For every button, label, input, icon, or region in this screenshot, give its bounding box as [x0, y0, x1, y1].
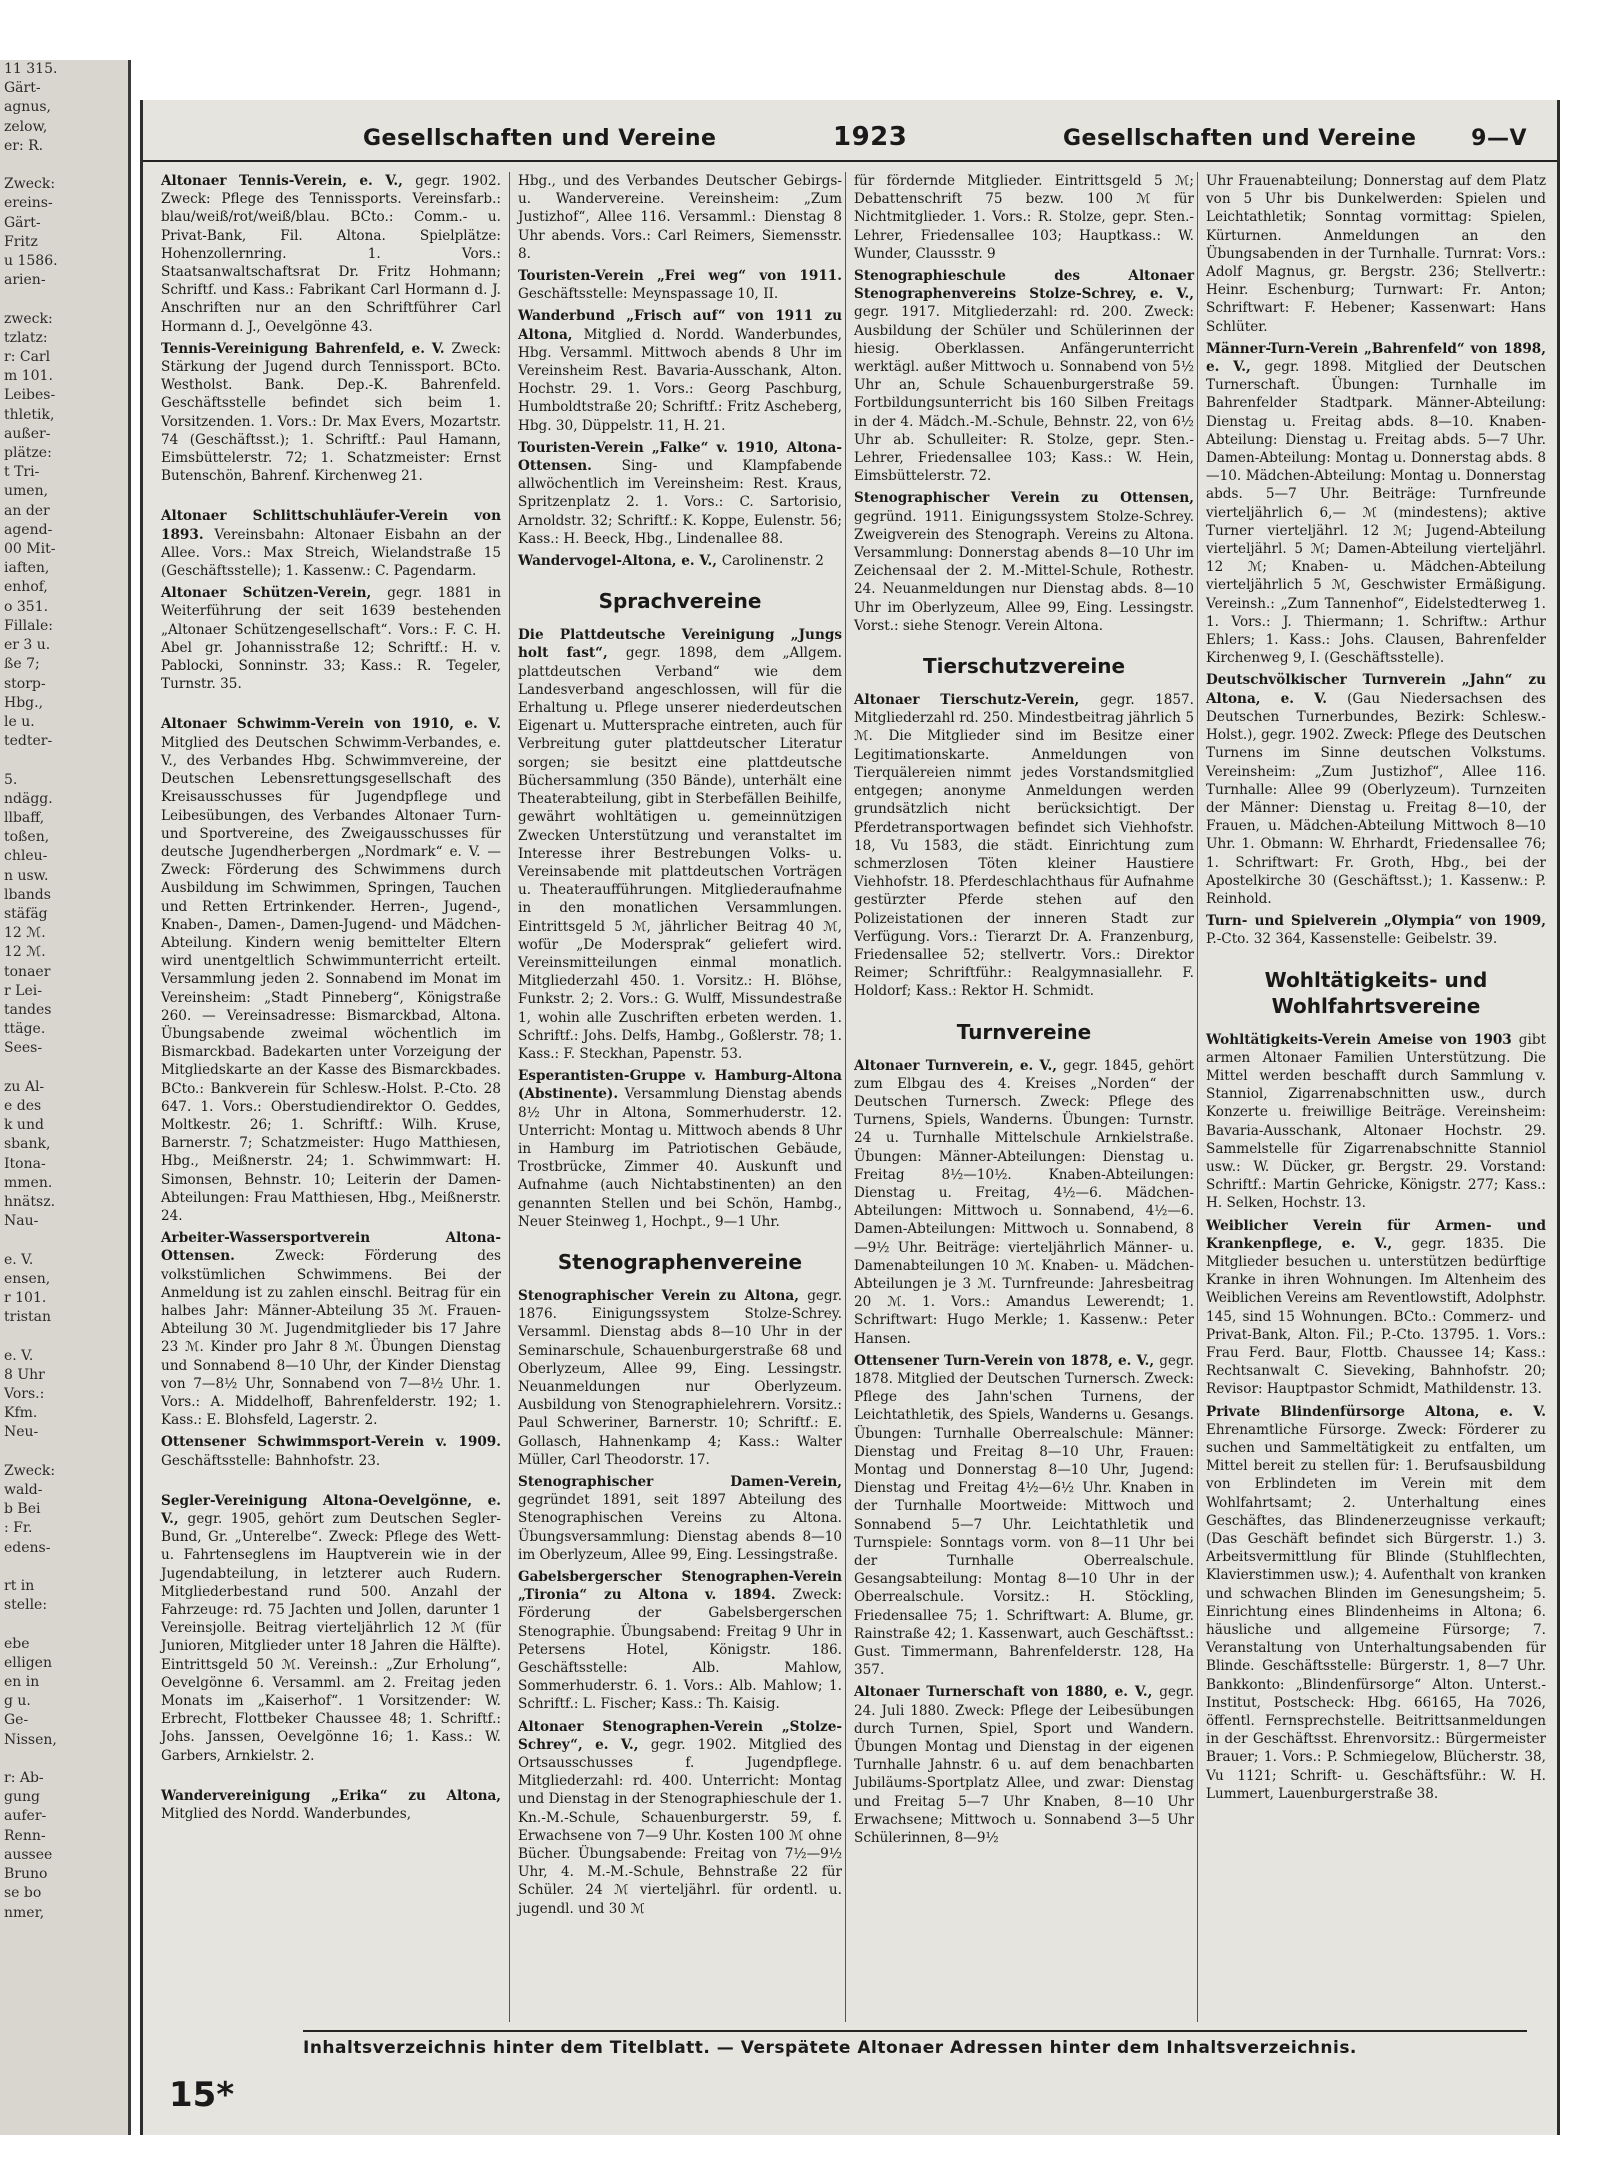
previous-page-fragment: elligen	[4, 1654, 52, 1671]
directory-entry	[161, 1229, 501, 1429]
entry-text: (Gau Niedersachsen des Deutschen Turnerbundes, Bezirk: Schlesw.-Holst.), gegr. 1902. Zweck: Pflege des Deutschen Turnens im Sinne deutschen Volkstums. Vereinsheim: „Zum Justizhof“, Allee 116. Turnhalle: Allee 99 (Oberlyzeum). Turnzeiten der Männer: Dienstag u. Freitag 8—10, der Frauen, u. Mädchen-Abteilung Mittwoch 8—10 Uhr. 1. Obmann: W. Ehrhardt, Friedensallee 76; 1. Schriftwart: Fr. Groth, Hbg., bei der Apostelkirche 30 (Geschäftsst.); 1. Kassenw.: P. Reinhold.	[1206, 690, 1546, 907]
previous-page-fragment: Zweck:	[4, 1462, 56, 1479]
entry-name: Segler-Vereinigung Altona-Oevelgönne, e. V.,	[161, 1492, 501, 1528]
entry-name: Altonaer Schwimm-Verein von 1910, e. V.	[161, 716, 501, 733]
previous-page-fragment: lbands	[4, 886, 51, 903]
entry-text: für fördernde Mitglieder. Eintrittsgeld 5 ℳ; Debattenschrift 75 bezw. 100 ℳ für Nichtmitglieder. 1. Vors.: R. Stolze, gepr. Sten.-Lehrer, Friedensallee 103; Hauptkass.: W. Wunder, Claussstr. 9	[854, 173, 1194, 262]
previous-page-fragment	[0, 1059, 128, 1078]
previous-page-fragment	[0, 156, 128, 175]
entry-name: Wohltätigkeits-Verein Ameise von 1903	[1206, 1031, 1519, 1048]
directory-entry	[854, 489, 1194, 635]
previous-page-fragment: r 101.	[4, 1290, 47, 1306]
entry-text: gegründet 1891, seit 1897 Abteilung des Stenographischen Vereins zu Altona. Übungsversammlung: Dienstag abends 8—10 im Oberlyzeum, Allee 99, Eing. Lessingstraße.	[518, 1492, 842, 1563]
previous-page-fragment: aussee	[4, 1846, 53, 1863]
previous-page-fragment: r: Ab-	[4, 1770, 44, 1787]
entry-text: gegr. 1917. Mitgliederzahl: rd. 200. Zweck: Ausbildung der Schüler und Schülerinnen der hiesig. Oberklassen. Anfängerunterricht werktägl. außer Mittwoch u. Sonnabend von 5½ Uhr an, Schule Schauenburgerstraße 59. Fortbildungsunterricht bis 160 Silben Freitags in der 4. Mädch.-M.-Schule, Behnstr. 22, von 6½ Uhr ab. Schulleiter: R. Stolze, gepr. Sten.-Lehrer, Friedensallee 103; Kass.: W. Hein, Eimsbüttelerstr. 72.	[854, 304, 1194, 485]
previous-page-fragment: er: R.	[4, 137, 44, 154]
directory-entry	[854, 691, 1194, 1000]
section-heading: Turnvereine	[956, 1019, 1092, 1044]
previous-page-fragment: zweck:	[4, 310, 53, 327]
entry-text: Mitglied des Nordd. Wanderbundes,	[161, 1806, 412, 1823]
entry-name: Altonaer Schützen-Verein,	[161, 585, 388, 602]
entry-text: Versammlung Dienstag abends 8½ Uhr in Altona, Sommerhuderstr. 12. Unterricht: Montag u. Mittwoch abends 8 Uhr in Hamburg im Patriotischen Gebäude, Trostbrücke, Zimmer 40. Auskunft und Aufnahme (auch Nichtabstinenten) an den genannten Stellen und bei Schön, Hambg., Neuer Steinweg 1, Hochpt., 9—1 Uhr.	[518, 1086, 843, 1230]
entry-text: gegr. 1902. Zweck: Pflege des Tennissports. Vereinsfarb.: blau/weiß/rot/weiß/blau. BCto.: Comm.- u. Privat-Bank, Fil. Altona. Spielplätze: Hohenzollernring. 1. Vors.: Staatsanwaltschaftsrat Dr. Fritz Hohmann; Schriftf. und Kass.: Fabrikant Carl Hormann d. J. Anschriften nur an den Schriftführer Carl Hormann d. J., Oevelgönne 43.	[161, 173, 502, 335]
column-3	[845, 172, 1202, 2022]
previous-page-fragment: ndägg.	[4, 790, 53, 807]
directory-entry	[1206, 340, 1546, 668]
entry-name: Ottensener Turn-Verein von 1878, e. V.,	[854, 1352, 1160, 1369]
directory-entry	[161, 584, 501, 693]
entry-name: Wandervereinigung „Erika“ zu Altona,	[161, 1787, 501, 1804]
directory-entry	[518, 307, 842, 434]
column-4	[1197, 172, 1554, 2022]
column-2	[509, 172, 850, 2022]
entry-name: Stenographischer Damen-Verein,	[518, 1474, 842, 1490]
directory-entry	[518, 1473, 842, 1564]
previous-page-fragment: edens-	[4, 1539, 51, 1556]
text-columns	[157, 172, 1549, 2022]
previous-page-fragment: Zweck:	[4, 176, 56, 193]
previous-page-fragment: ttäge.	[4, 1021, 46, 1038]
previous-page-fragment: m 101.	[4, 368, 53, 385]
previous-page-fragment: 11 315.	[4, 61, 58, 77]
previous-page-fragment: tandes	[4, 1001, 52, 1018]
previous-page-fragment: t Tri-	[4, 464, 40, 481]
previous-page-fragment: mmen.	[4, 1174, 53, 1191]
entry-text: gegr. 1857. Mitgliederzahl rd. 250. Mindestbeitrag jährlich 5 ℳ. Die Mitglieder sind im Besitze einer Legitimationskarte. Anmeldungen von Tierquälereien nimmt jedes Vorstandsmitglied entgegen; anonyme Anmeldungen werden grundsätzlich nicht berücksichtigt. Der Pferdetransportwagen befindet sich Viehhofstr. 18, Vu 1583, die städt. Einrichtung zum schmerzlosen Töten kleiner Haustiere Viehhofstr. 18. Pferdeschlachthaus für Aufnahme gestürzter Pferde stehen auf den Polizeistationen der inneren Stadt zur Verfügung. Vors.: Tierarzt Dr. A. Franzenburg, Friedensallee 52; stellvertr. Vors.: Direktor Reimer; Schriftführ.: Realgymnasiallehr. F. Holdorf; Kass.: Rektor H. Schmidt.	[854, 692, 1194, 1000]
previous-page-fragment: 00 Mit-	[4, 541, 56, 558]
directory-entry	[854, 172, 1194, 263]
directory-entry	[161, 1433, 501, 1469]
entry-text: gegr. 1905, gehört zum Deutschen Segler-Bund, Gr. „Unterelbe“. Zweck: Pflege des Wett- u. Fahrtenseglens im Hauptverein wie in der Jugendabteilung, in letzterer auch Rudern. Mitgliederbestand rund 500. Anzahl der Fahrzeuge: rd. 75 Jachten und Jollen, darunter 1 Vereinsjolle. Beitrag vierteljährlich 12 ℳ (für Junioren, Mitglieder unter 18 Jahren die Hälfte). Eintrittsgeld 50 ℳ. Vereinsh.: „Zur Erholung“, Oevelgönne 6. Versamml. am 2. Freitag jeden Monats im „Kaiserhof“. 1 Vorsitzender: W. Erbrecht, Flottbeker Chaussee 48; 1. Schriftf.: Johs. Janssen, Oevelgönne 16; 1. Kass.: W. Garbers, Arnkielstr. 2.	[161, 1511, 501, 1764]
previous-page-fragment: k und	[4, 1117, 44, 1134]
entry-name: Touristen-Verein „Frei weg“ von 1911.	[518, 268, 842, 285]
previous-page-fragment: n usw.	[4, 867, 49, 884]
previous-page-fragment: tristan	[4, 1309, 51, 1326]
previous-page-fragment: Leibes-	[4, 387, 56, 404]
section-heading: Tierschutzvereine	[922, 654, 1126, 679]
previous-page-fragment: Ge-	[4, 1712, 29, 1729]
entry-name: Wandervogel-Altona, e. V.,	[518, 553, 722, 570]
previous-page-fragment: le u.	[4, 713, 35, 730]
entry-name: Die Plattdeutsche Vereinigung „Jungs holt fast“,	[518, 627, 842, 662]
previous-page-fragment: Vors.:	[4, 1386, 45, 1403]
previous-page-fragment: agend-	[4, 521, 53, 538]
entry-name: Männer-Turn-Verein „Bahrenfeld“ von 1898, e. V.,	[1206, 340, 1546, 376]
previous-page-fragment: e des	[4, 1097, 42, 1114]
previous-page-fragment: zu Al-	[4, 1078, 45, 1095]
directory-entry	[854, 1683, 1194, 1847]
page-header	[143, 120, 1557, 162]
directory-entry	[518, 626, 842, 1063]
entry-text: gegr. 1878. Mitglied der Deutschen Turnersch. Zweck: Pflege des Jahn'schen Turnens, der Leichtathletik, des Spiels, Wanderns u. Gesangs. Übungen: Turnhalle Oberrealschule: Männer: Dienstag und Freitag 8—10 Uhr, Frauen: Montag und Donnerstag 8—10 Uhr, Jugend: Dienstag und Freitag 4½—6½ Uhr. Knaben in der Turnhalle Moortweide: Mittwoch und Sonnabend 5—7 Uhr. Leichtathletik und Turnspiele: Sonntags vorm. von 8—11 Uhr bei der Turnhalle Oberrealschule. Gesangsabteilung: Montag 8—10 Uhr in der Oberrealschule. Vorsitz.: H. Stöckling, Friedensallee 75; 1. Schriftwart: A. Blume, gr. Rainstraße 42; 1. Kassenwart, auch Geschäftsst.: Gust. Timmermann, Bahrenfelderstr. 128, Ha 357.	[854, 1352, 1194, 1679]
previous-page-fragment: ße 7;	[4, 656, 40, 673]
directory-entry	[1206, 1031, 1546, 1213]
entry-name: Gabelsbergerscher Stenographen-Verein „Tironia“ zu Altona v. 1894.	[518, 1569, 842, 1604]
previous-page-fragment: aufer-	[4, 1808, 47, 1825]
directory-entry	[518, 552, 842, 570]
previous-page-fragment	[0, 1231, 128, 1250]
previous-page-fragment: b Bei	[4, 1501, 41, 1518]
previous-page-fragment: Fritz	[4, 233, 38, 250]
previous-page-fragment: Bruno	[4, 1866, 48, 1883]
directory-entry	[518, 1718, 842, 1918]
section-heading: Wohltätigkeits- und Wohlfahrtsvereine	[1264, 967, 1488, 1018]
directory-entry	[161, 172, 501, 336]
previous-page-fragment: e. V.	[4, 1347, 34, 1364]
directory-entry	[854, 267, 1194, 485]
previous-page-fragment: Hbg.,	[4, 694, 44, 711]
previous-page-fragment: Fillale:	[4, 617, 53, 634]
previous-page-fragment: nmer,	[4, 1904, 45, 1921]
entry-text: gibt armen Altonaer Familien Unterstützung. Die Mittel werden beschafft durch Sammlung v. Stanniol, Zigarrenabschnitten usw., durch Konzerte u. freiwillige Beiträge. Vereinsheim: Bavaria-Ausschank, Altonaer Hochstr. 29. Sammelstelle für Zigarrenabschnitte Stanniol usw.: W. Dücker, gr. Bergstr. 29. Vorstand: Schriftf.: Martin Gehricke, Königstr. 277; Kass.: H. Selken, Hochstr. 13.	[1206, 1031, 1546, 1212]
previous-page-fragment: en in	[4, 1674, 40, 1691]
previous-page-fragment	[0, 1750, 128, 1769]
previous-page-fragment: storp-	[4, 675, 46, 692]
entry-text: P.-Cto. 32 364, Kassenstelle: Geibelstr. 39.	[1206, 931, 1498, 948]
previous-page-fragment: hnätsz.	[4, 1193, 56, 1210]
previous-page-fragment: Nau-	[4, 1213, 39, 1230]
entry-name: Altonaer Turnverein, e. V.,	[854, 1057, 1064, 1074]
previous-page-fragment: 8 Uhr	[4, 1366, 45, 1383]
previous-page-fragment: zelow,	[4, 118, 48, 135]
directory-page	[140, 100, 1560, 2135]
previous-page-fragment	[0, 1558, 128, 1577]
previous-page-fragment	[0, 751, 128, 770]
header-right-title: Gesellschaften und Vereine	[1063, 126, 1417, 151]
previous-page-fragment: an der	[4, 502, 50, 519]
entry-text: gegr. 24. Juli 1880. Zweck: Pflege der Leibesübungen durch Turnen, Spiel, Sport und Wandern. Übungen Montag und Dienstag in der eigenen Turnhalle Jahnstr. 6 u. auf dem benachbarten Jubiläums-Sportplatz Allee, und zwar: Dienstag und Freitag 5—7 Uhr Knaben, 8—10 Uhr Erwachsene; Mittwoch u. Sonnabend 3—5 Uhr Schülerinnen, 8—9½	[854, 1684, 1194, 1847]
directory-entry	[518, 1287, 842, 1469]
previous-page-fragment: stäfäg	[4, 905, 48, 922]
previous-page-fragment: gung	[4, 1789, 40, 1806]
directory-entry	[518, 439, 842, 548]
previous-page-strip	[0, 60, 131, 2135]
entry-text: Geschäftsstelle: Meynspassage 10, II.	[518, 286, 779, 303]
entry-text: gegr. 1845, gehört zum Elbgau des 4. Kreises „Norden“ der Deutschen Turnersch. Zweck: Pflege des Turnens, Spiels, Wanderns. Übungen: Turnstr. 24 u. Turnhalle Mittelschule Arnkielstraße. Übungen: Männer-Abteilungen: Dienstag u. Freitag 8½—10½. Knaben-Abteilungen: Dienstag u. Freitag, 4½—6. Mädchen-Abteilungen: Mittwoch u. Sonnabend, 4½—6. Damen-Abteilungen: Mittwoch u. Sonnabend, 8—9½ Uhr. Beiträge: vierteljährlich Männer- u. Damenabteilungen 10 ℳ. Knaben- u. Mädchen-Abteilungen je 3 ℳ. Turnfreunde: Jahresbeitrag 20 ℳ. 1. Vors.: Amandus Lewerendt; 1. Schriftwart: Hugo Merkle; 1. Kassenw.: Peter Hansen.	[854, 1057, 1194, 1347]
entry-name: Deutschvölkischer Turnverein „Jahn“ zu Altona, e. V.	[1206, 672, 1546, 707]
entry-name: Turn- und Spielverein „Olympia“ von 1909,	[1206, 913, 1546, 930]
directory-entry	[1206, 172, 1546, 336]
previous-page-fragment: tzlatz:	[4, 329, 48, 346]
entry-name: Altonaer Schlittschuhläufer-Verein von 1893.	[161, 508, 501, 543]
entry-text: Uhr Frauenabteilung; Donnerstag auf dem Platz von 5 Uhr bis Dunkelwerden: Spielen und Leichtathletik; Sonntag vormittag: Spielen, Kürturnen. Anmeldungen an den Übungsabenden in der Turnhalle. Turnrat: Vors.: Adolf Magnus, gr. Bergstr. 236; Stellvertr.: Heinr. Eschenburg; Turnwart: Fr. Anton; Schriftwart: F. Hebener; Kassenwart: Hans Schlüter.	[1206, 173, 1546, 335]
entry-text: Ehrenamtliche Fürsorge. Zweck: Förderer zu suchen und Sammeltätigkeit zu entfalten, um Mittel bereit zu stellen für: 1. Berufsausbildung von Erblindeten im Verein mit dem Wohlfahrtsamt; 2. Unterhaltung eines Geschäftes, das Blindenerzeugnisse verkauft; (Das Geschäft befindet sich Bürgerstr. 1.) 3. Arbeitsvermittlung für Blinde (Stuhlflechten, Klavierstimmen usw.); 4. Aufenthalt von kranken und schwachen Blinden im Genesungsheim; 5. Einrichtung eines Blindenheims in Altona; 6. häusliche und allgemeine Fürsorge; 7. Veranstaltung von Unterhaltungsabenden für Blinde. Geschäftsstelle: Bürgerstr. 1, 8—7 Uhr. Bankkonto: „Blindenfürsorge“ Alton. Unterst.-Institut, Postscheck: Hbg. 66165, Ha 7026, öffentl. Fernsprechstelle. Beitrittsanmeldungen in der Geschäftsst. Ehrenvorsitz.: Bürgermeister Brauer; 1. Vors.: P. Schmiegelow, Blücherstr. 38, Vu 1121; Schrift- u. Geschäftsführ.: W. H. Lummert, Lauenburgerstraße 38.	[1206, 1421, 1546, 1802]
previous-page-fragment: e. V.	[4, 1251, 34, 1268]
previous-page-fragment: arien-	[4, 272, 46, 289]
previous-page-fragment: Gärt-	[4, 214, 41, 231]
previous-page-fragment: er 3 u.	[4, 637, 51, 654]
entry-text: Mitglied d. Nordd. Wanderbundes, Hbg. Versamml. Mittwoch abends 8 Uhr im Vereinsheim Rest. Bavaria-Ausschank, Alton. Hochstr. 29. 1. Vors.: Georg Paschburg, Humboldtstraße 20; Schriftf.: Fritz Ascheberg, Hbg. 30, Düppelstr. 11, H. 21.	[518, 326, 843, 434]
previous-page-fragment: ebe	[4, 1635, 30, 1652]
previous-page-fragment: se bo	[4, 1885, 42, 1902]
footer-notice: Inhaltsverzeichnis hinter dem Titelblatt. — Verspätete Altonaer Adressen hinter dem Inhaltsverzeichnis.	[303, 2030, 1527, 2058]
previous-page-fragment: stelle:	[4, 1597, 48, 1614]
header-left-title: Gesellschaften und Vereine	[363, 126, 717, 151]
section-heading: Sprachvereine	[598, 589, 762, 614]
entry-text: Geschäftsstelle: Bahnhofstr. 23.	[161, 1452, 381, 1469]
previous-page-fragment	[0, 290, 128, 309]
previous-page-fragment: Itona-	[4, 1155, 46, 1172]
previous-page-fragment: plätze:	[4, 445, 52, 462]
previous-page-fragment: agnus,	[4, 99, 51, 116]
entry-name: Altonaer Tennis-Verein, e. V.,	[161, 173, 416, 189]
entry-name: Touristen-Verein „Falke“ v. 1910, Altona-Ottensen.	[518, 439, 842, 475]
entry-name: Stenographischer Verein zu Altona,	[518, 1287, 808, 1304]
entry-text: Zweck: Förderung des volkstümlichen Schwimmens. Bei der Anmeldung ist zu zahlen einschl. Beitrag für ein halbes Jahr: Männer-Abteilung 35 ℳ. Frauen-Abteilung 30 ℳ. Jugendmitglieder bis 17 Jahre 23 ℳ. Kinder pro Jahr 8 ℳ. Übungen Dienstag und Sonnabend 8—10 Uhr, der Kinder Dienstag von 7—8½ Uhr, Sonnabend von 7—8½ Uhr. 1. Vors.: A. Middelhoff, Bahrenfelderstr. 192; 1. Kass.: E. Blohsfeld, Lagerstr. 2.	[161, 1248, 501, 1429]
previous-page-fragment: r Lei-	[4, 982, 42, 999]
entry-name: Arbeiter-Wassersportverein Altona-Ottensen.	[161, 1230, 501, 1265]
directory-entry	[1206, 671, 1546, 908]
previous-page-fragment: Kfm.	[4, 1405, 38, 1422]
header-year: 1923	[833, 122, 908, 152]
entry-text: Carolinenstr. 2	[721, 553, 824, 570]
directory-entry	[1206, 1403, 1546, 1803]
entry-name: Altonaer Stenographen-Verein „Stolze-Schrey“, e. V.,	[518, 1718, 842, 1753]
entry-name: Esperantisten-Gruppe v. Hamburg-Altona (Abstinente).	[518, 1068, 842, 1103]
previous-page-fragment	[0, 1327, 128, 1346]
previous-page-fragment: Sees-	[4, 1040, 43, 1057]
previous-page-fragment	[0, 1443, 128, 1462]
previous-page-fragment: 5.	[4, 771, 18, 788]
entry-text: Zweck: Förderung der Gabelsbergerschen Stenographie. Übungsabend: Freitag 9 Uhr in Petersens Hotel, Königstr. 186. Geschäftsstelle: Alb. Mahlow, Sommerhuderstr. 6. 1. Vors.: Alb. Mahlow; 1. Schriftf.: L. Fischer; Kass.: Th. Kaisig.	[518, 1587, 842, 1713]
previous-page-fragment: tedter-	[4, 733, 53, 750]
previous-page-fragment: g u.	[4, 1693, 31, 1710]
previous-page-fragment: : Fr.	[4, 1520, 33, 1537]
previous-page-fragment: rt in	[4, 1578, 35, 1595]
previous-page-fragment: wald-	[4, 1482, 43, 1499]
entry-text: Sing- und Klampfabende allwöchentlich im Vereinsheim: Rest. Kraus, Spritzenplatz 2. 1. Vors.: C. Sartorisio, Arnoldstr. 32; Schriftf.: K. Koppe, Eulenstr. 56; Kass.: H. Beeck, Hbg., Lindenallee 88.	[518, 458, 842, 547]
entry-name: Wanderbund „Frisch auf“ von 1911 zu Altona,	[518, 308, 842, 343]
entry-name: Stenographieschule des Altonaer Stenographenvereins Stolze-Schrey, e. V.,	[854, 268, 1194, 303]
entry-name: Private Blindenfürsorge Altona, e. V.	[1206, 1403, 1546, 1420]
entry-text: Vereinsbahn: Altonaer Eisbahn an der Allee. Vors.: Max Streich, Wielandstraße 15 (Geschäftsstelle); 1. Kassenw.: C. Pagendarm.	[161, 526, 501, 580]
entry-name: Stenographischer Verein zu Ottensen,	[854, 490, 1194, 507]
entry-name: Weiblicher Verein für Armen- und Krankenpflege, e. V.,	[1206, 1217, 1546, 1252]
previous-page-fragment: Neu-	[4, 1424, 39, 1441]
previous-page-fragment	[0, 1615, 128, 1634]
directory-entry	[518, 1568, 842, 1714]
previous-page-fragment: toßen,	[4, 829, 50, 846]
previous-page-fragment: thletik,	[4, 406, 55, 423]
header-page-number: 9—V	[1471, 126, 1527, 151]
entry-text: Hbg., und des Verbandes Deutscher Gebirgs- u. Wandervereine. Vereinsheim: „Zum Justizhof“, Allee 116. Versamml.: Dienstag 8 Uhr abends. Vors.: Carl Reimers, Siemensstr. 8.	[518, 173, 842, 262]
entry-text: gegr. 1898. Mitglied der Deutschen Turnerschaft. Übungen: Turnhalle im Bahrenfelder Stadtpark. Männer-Abteilung: Dienstag u. Freitag abds. 8—10. Knaben-Abteilung: Dienstag u. Freitag abds. 5—7 Uhr. Damen-Abteilung: Montag u. Donnerstag abds. 8—10. Mädchen-Abteilung: Montag u. Donnerstag abds. 5—7 Uhr. Beiträge: Turnfreunde vierteljährlich 6,— ℳ (mindestens); aktive Turner vierteljährl. 12 ℳ; Jugend-Abteilung vierteljährl. 5 ℳ; Damen-Abteilung vierteljährl. 12 ℳ; Knaben- u. Mädchen-Abteilung vierteljährlich 5 ℳ, Geschwister Ermäßigung. Vereinsh.: „Zum Tannenhof“, Eidelstedterweg 1. 1. Vors.: J. Thiermann; 1. Schriftw.: Arthur Ehlers; 1. Kass.: Johs. Clausen, Bahrenfelder Kirchenweg 9, I. (Geschäftsstelle).	[1206, 359, 1547, 667]
entry-name: Altonaer Turnerschaft von 1880, e. V.,	[854, 1684, 1160, 1701]
sheet-number: 15*	[169, 2075, 235, 2115]
previous-page-fragment: Nissen,	[4, 1731, 57, 1748]
section-heading: Stenographenvereine	[557, 1249, 803, 1274]
previous-page-fragment: Renn-	[4, 1827, 46, 1844]
entry-text: gegr. 1876. Einigungssystem Stolze-Schrey. Versamml. Dienstag abds 8—10 Uhr in der Seminarschule, Schauenburgerstraße 68 und Oberlyzeum, Allee 99, Eing. Lessingstr. Neuanmeldungen nur Oberlyzeum. Ausbildung von Stenographielehrern. Vorsitz.: Paul Schweriner, Barnerstr. 10; Schriftf.: E. Gollasch, Hahnenkamp 4; Kass.: Walter Müller, Carl Theodorstr. 17.	[518, 1287, 842, 1468]
previous-page-fragment: chleu-	[4, 848, 48, 865]
directory-entry	[1206, 912, 1546, 948]
directory-entry	[854, 1352, 1194, 1680]
directory-entry	[161, 340, 501, 486]
entry-name: Ottensener Schwimmsport-Verein v. 1909.	[161, 1434, 501, 1451]
previous-page-fragment: 12 ℳ.	[4, 944, 46, 961]
previous-page-fragment: o 351.	[4, 598, 49, 615]
column-1	[157, 172, 509, 2022]
previous-page-fragment: r: Carl	[4, 349, 51, 366]
directory-entry	[161, 1492, 501, 1765]
entry-name: Altonaer Tierschutz-Verein,	[854, 692, 1100, 709]
previous-page-fragment: ereins-	[4, 195, 53, 212]
entry-text: gegr. 1835. Die Mitglieder besuchen u. unterstützen bedürftige Kranke in ihren Wohnungen. Im Altenheim des Weiblichen Vereins am Reventlowstift, Adolphstr. 145, sind 15 Wohnungen. BCto.: Commerz- und Privat-Bank, Alton. Fil.; P.-Cto. 13795. 1. Vors.: Frau Ferd. Baur, Flottb. Chaussee 14; Kass.: Rechtsanwalt C. Sieveking, Bahnhofstr. 20; Revisor: Hauptpastor Schmidt, Mathildenstr. 13.	[1206, 1235, 1546, 1398]
previous-page-fragment: iaften,	[4, 560, 50, 577]
directory-entry	[1206, 1217, 1546, 1399]
entry-text: gegr. 1902. Mitglied des Ortsausschusses f. Jugendpflege. Mitgliederzahl: rd. 400. Unterricht: Montag und Dienstag in der Stenographieschule der 1. Kn.-M.-Schule, Schauenburgerstr. 59, f. Erwachsene von 7—9 Uhr. Kosten 100 ℳ ohne Bücher. Übungsabende: Freitag von 7½—9½ Uhr, 4. M.-M.-Schule, Behnstraße 22 für Schüler. 24 ℳ vierteljährl. für ordentl. u. jugendl. und 30 ℳ	[518, 1736, 843, 1917]
entry-name: Tennis-Vereinigung Bahrenfeld, e. V.	[161, 340, 452, 357]
entry-text: gegründ. 1911. Einigungssystem Stolze-Schrey. Zweigverein des Stenograph. Vereins zu Altona. Versammlung: Donnerstag abends 8—10 Uhr im Zeichensaal der 2. M.-Mittel-Schule, Rothestr. 24. Neuanmeldungen nur Dienstag abds. 8—10 Uhr im Oberlyzeum, Allee 99, Eing. Lessingstr. Vorst.: siehe Stenogr. Verein Altona.	[854, 508, 1194, 634]
entry-text: Mitglied des Deutschen Schwimm-Verbandes, e. V., des Verbandes Hbg. Schwimmvereine, der Deutschen Lebensrettungsgesellschaft des Kreisausschusses für Jugendpflege und Leibesübungen, des Verbandes Altonaer Turn- und Sportvereine, des Zweigausschusses für deutsche Jugendherbergen „Nordmark“ e. V. — Zweck: Förderung des Schwimmens durch Ausbildung im Schwimmen, Springen, Tauchen und Retten Ertrinkender. Herren-, Jugend-, Knaben-, Damen-, Damen-Jugend- und Mädchen-Abteilung. Kindern wenig bemittelter Eltern wird unentgeltlich Schwimmunterricht erteilt. Versammlung jeden 2. Sonnabend im Monat im Vereinsheim: „Stadt Pinneberg“, Königstraße 260. — Vereinsadresse: Bismarckbad, Altona. Übungsabende zweimal wöchentlich im Bismarckbad. Badekarten unter Vorzeigung der Mitgliedskarte an der Kasse des Bismarckbades. BCto.: Bankverein für Schlesw.-Holst. P.-Cto. 28 647. 1. Vors.: Oberstudiendirektor O. Geddes, Moltkestr. 26; 1. Schriftf.: Wilh. Kruse, Barnerstr. 7; Schatzmeister: Hugo Matthiesen, Hbg., Meißnerstr. 24; 1. Schwimmwart: H. Simonsen, Behnstr. 10; Leiterin der Damen-Abteilungen: Frau Matthiesen, Hbg., Meißnerstr. 24.	[161, 734, 501, 1224]
previous-page-fragment: 12 ℳ.	[4, 925, 46, 942]
entry-text: gegr. 1881 in Weiterführung der seit 1639 bestehenden „Altonaer Schützengesellschaft“. Vors.: F. C. H. Abel gr. Johannisstraße 12; Schriftf.: H. v. Pablocki, Sonninstr. 33; Kass.: R. Tegeler, Turnstr. 35.	[161, 585, 501, 693]
directory-entry	[161, 507, 501, 580]
previous-page-fragment: sbank,	[4, 1136, 51, 1153]
previous-page-fragment: enhof,	[4, 579, 48, 596]
entry-text: Zweck: Stärkung der Jugend durch Tennissport. BCto. Westholst. Bank. Dep.-K. Bahrenfeld. Geschäftsstelle befindet sich beim 1. Vorsitzenden. 1. Vors.: Dr. Max Evers, Mozartstr. 74 (Geschäftsst.); 1. Schriftf.: Paul Hamann, Eimsbüttelerstr. 72; 1. Schatzmeister: Ernst Butenschön, Bahrenf. Kirchenweg 21.	[161, 340, 501, 485]
directory-entry	[518, 172, 842, 263]
previous-page-fragment: tonaer	[4, 963, 51, 980]
previous-page-fragment: Gärt-	[4, 80, 41, 97]
directory-entry	[854, 1057, 1194, 1348]
previous-page-fragment: ensen,	[4, 1270, 51, 1287]
directory-entry	[161, 715, 501, 1225]
directory-entry	[161, 1787, 501, 1823]
previous-page-fragment: außer-	[4, 425, 51, 442]
previous-page-fragment: llbaff,	[4, 809, 45, 826]
directory-entry	[518, 1067, 842, 1231]
previous-page-fragment: u 1586.	[4, 253, 58, 270]
previous-page-fragment: umen,	[4, 483, 49, 500]
directory-entry	[518, 267, 842, 303]
entry-text: gegr. 1898, dem „Allgem. plattdeutschen Verband“ wie dem Landesverband angeschlossen, will für die Erhaltung u. Pflege unserer niederdeutschen Eigenart u. Muttersprache eintreten, auch für Verbreitung guter plattdeutscher Literatur sorgen; sie besitzt eine plattdeutsche Büchersammlung (350 Bände), unterhält eine Theaterabteilung, gibt in Sterbefällen Beihilfe, gewährt wohltätigen u. gemeinnützigen Zwecken Unterstützung und veranstaltet im Interesse ihrer Bestrebungen Volks- u. Vereinsabende mit plattdeutschen Vorträgen u. Theateraufführungen. Mitgliederaufnahme in den monatlichen Versammlungen. Eintrittsgeld 5 ℳ, jährlicher Beitrag 40 ℳ, wofür „De Modersprak“ geliefert wird. Vereinsmitteilungen einmal monatlich. Mitgliederzahl 450. 1. Vorsitz.: H. Blöhse, Funkstr. 2; 2. Vors.: G. Wulff, Missundestraße 1, wohin alle Zuschriften erbeten werden. 1. Schriftf.: Johs. Delfs, Hambg., Goßlerstr. 78; 1. Kass.: F. Steckhan, Papenstr. 53.	[518, 645, 842, 1062]
